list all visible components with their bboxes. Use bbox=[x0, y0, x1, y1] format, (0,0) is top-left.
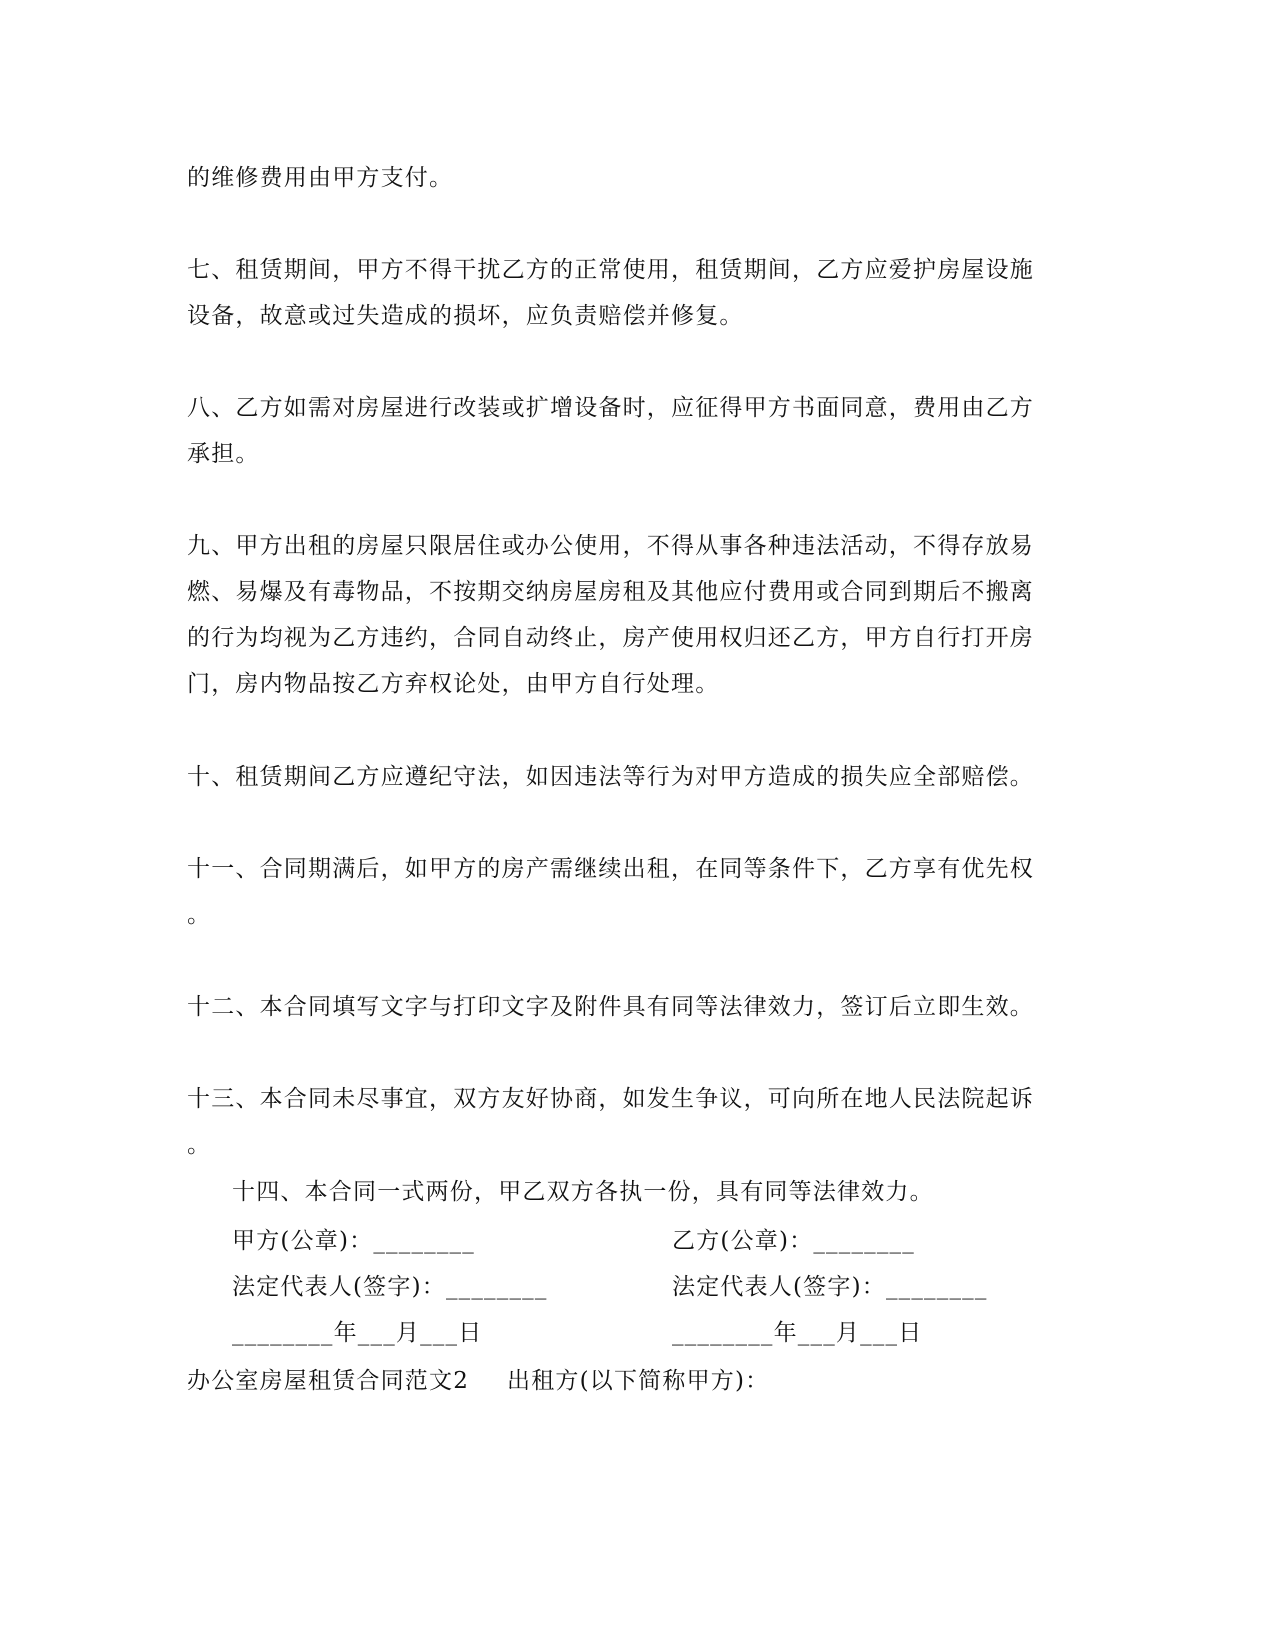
lessor-label: 出租方(以下简称甲方)： bbox=[507, 1368, 770, 1394]
clause-9-line-2: 燃、易爆及有毒物品，不按期交纳房屋房租及其他应付费用或合同到期后不搬离 bbox=[187, 579, 1034, 605]
clause-11-line-2: 。 bbox=[187, 902, 212, 928]
clause-13-line-1: 十三、本合同未尽事宜，双方友好协商，如发生争议，可向所在地人民法院起诉 bbox=[187, 1086, 1034, 1112]
next-section-title: 办公室房屋租赁合同范文2 bbox=[187, 1368, 470, 1394]
clause-14-line: 十四、本合同一式两份，甲乙双方各执一份，具有同等法律效力。 bbox=[232, 1179, 934, 1205]
clause-9-line-4: 门，房内物品按乙方弃权论处，由甲方自行处理。 bbox=[187, 671, 720, 697]
party-b-representative-field: 法定代表人(签字)：________ bbox=[672, 1274, 988, 1300]
party-b-seal-field: 乙方(公章)：________ bbox=[672, 1228, 915, 1254]
clause-8-line-2: 承担。 bbox=[187, 441, 260, 467]
clause-7-line-1: 七、租赁期间，甲方不得干扰乙方的正常使用，租赁期间，乙方应爱护房屋设施 bbox=[187, 257, 1034, 283]
party-a-date-field: ________年___月___日 bbox=[232, 1320, 483, 1346]
clause-10-line: 十、租赁期间乙方应遵纪守法，如因违法等行为对甲方造成的损失应全部赔偿。 bbox=[187, 764, 1034, 790]
clause-9-line-1: 九、甲方出租的房屋只限居住或办公使用，不得从事各种违法活动，不得存放易 bbox=[187, 533, 1034, 559]
party-a-seal-field: 甲方(公章)：________ bbox=[232, 1228, 475, 1254]
party-a-representative-field: 法定代表人(签字)：________ bbox=[232, 1274, 548, 1300]
paragraph-line: 的维修费用由甲方支付。 bbox=[187, 165, 454, 191]
clause-12-line: 十二、本合同填写文字与打印文字及附件具有同等法律效力，签订后立即生效。 bbox=[187, 994, 1034, 1020]
clause-13-line-2: 。 bbox=[187, 1132, 212, 1158]
clause-8-line-1: 八、乙方如需对房屋进行改装或扩增设备时，应征得甲方书面同意，费用由乙方 bbox=[187, 395, 1034, 421]
clause-9-line-3: 的行为均视为乙方违约，合同自动终止，房产使用权归还乙方，甲方自行打开房 bbox=[187, 625, 1034, 651]
party-b-date-field: ________年___月___日 bbox=[672, 1320, 923, 1346]
clause-7-line-2: 设备，故意或过失造成的损坏，应负责赔偿并修复。 bbox=[187, 303, 744, 329]
clause-11-line-1: 十一、合同期满后，如甲方的房产需继续出租，在同等条件下，乙方享有优先权 bbox=[187, 856, 1034, 882]
